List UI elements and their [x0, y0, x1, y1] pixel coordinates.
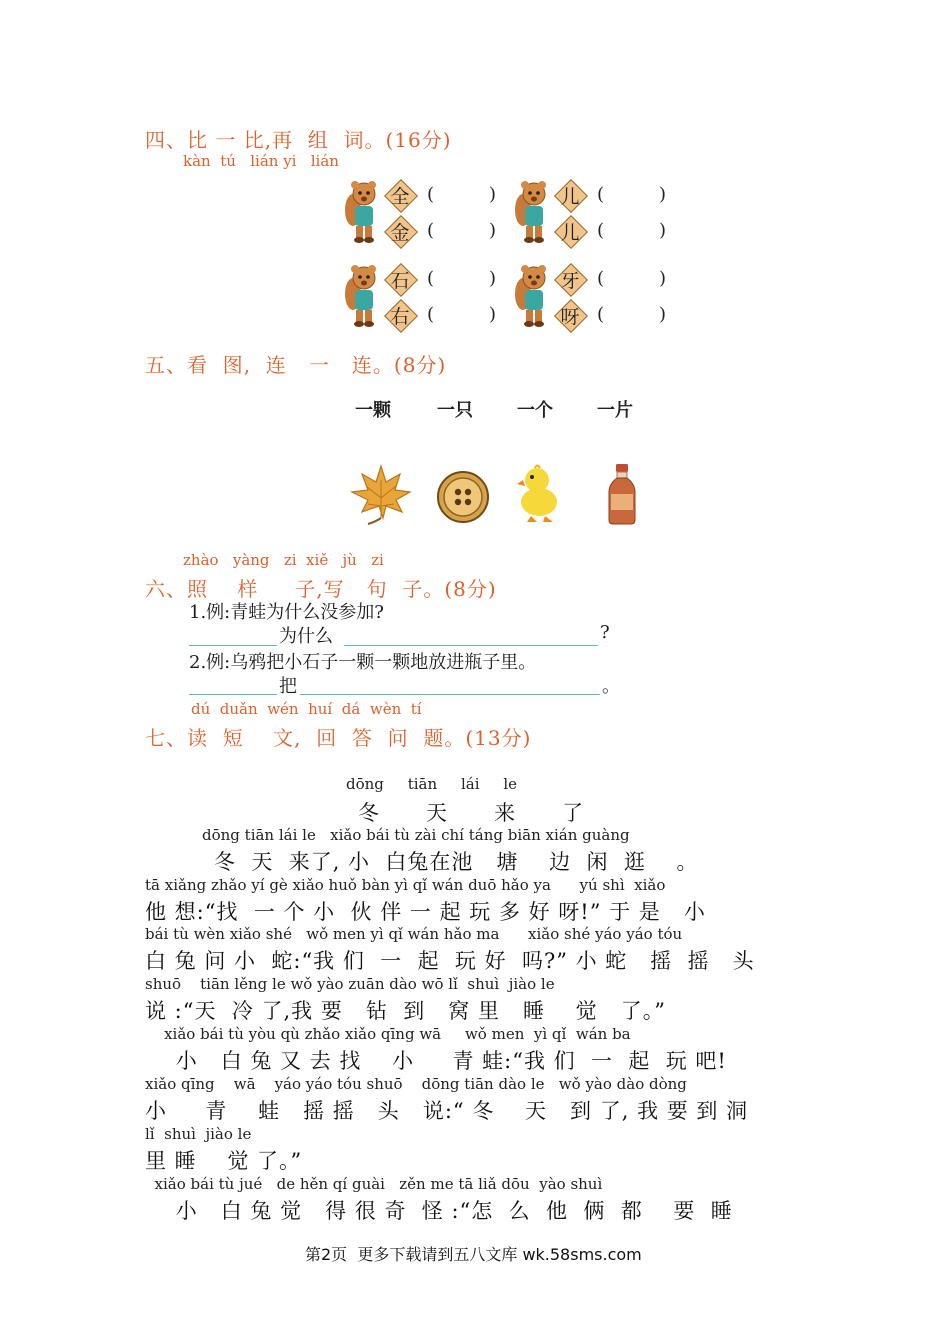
- compare-char: 儿: [560, 186, 580, 208]
- passage-pinyin-line: xiǎo bái tù yòu qù zhǎo xiǎo qīng wā wǒ men yì qǐ wán ba: [145, 1025, 631, 1043]
- answer-blank[interactable]: [609, 184, 657, 206]
- word-yi-pian[interactable]: 一片: [597, 400, 633, 421]
- passage-pinyin-line: dōng tiān lái le xiǎo bái tù zài chí táng biān xián guàng: [202, 826, 630, 844]
- passage-text-line: 说 :“天 冷 了,我 要 钻 到 窝 里 睡 觉 了。”: [145, 999, 666, 1023]
- compare-char: 右: [390, 306, 410, 328]
- section4-pinyin: kàn tú lián yi lián: [183, 152, 339, 170]
- example2-blank-a[interactable]: [189, 694, 277, 695]
- example1-blank-b[interactable]: [344, 645, 598, 646]
- passage-title-pinyin: dōng tiān lái le: [346, 775, 518, 793]
- answer-paren-open: (: [427, 220, 435, 241]
- compare-char: 呀: [560, 306, 580, 328]
- answer-paren-open: (: [597, 220, 605, 241]
- passage-pinyin-line: xiǎo qīng wā yáo yáo tóu shuō dōng tiān dào le wǒ yào dào dòng: [145, 1075, 687, 1093]
- section4-heading: 四、比 一 比,再 组 词。(16分): [145, 128, 452, 152]
- page-footer: 第2页 更多下载请到五八文库 wk.58sms.com: [305, 1245, 642, 1264]
- button-icon[interactable]: [436, 470, 490, 524]
- passage-text-line: 里 睡 觉 了。”: [145, 1149, 303, 1173]
- compare-char-box: [385, 180, 415, 210]
- word-yi-zhi[interactable]: 一只: [437, 400, 473, 421]
- answer-blank[interactable]: [439, 304, 487, 326]
- section7-heading: 七、读 短 文, 回 答 问 题。(13分): [145, 726, 532, 750]
- section6-pinyin: zhào yàng zi xiě jù zi: [183, 551, 384, 569]
- compare-char: 全: [390, 186, 410, 208]
- answer-blank[interactable]: [609, 304, 657, 326]
- answer-paren-close: ): [659, 268, 667, 289]
- compare-char: 金: [390, 222, 410, 244]
- squirrel-icon: [345, 264, 381, 328]
- squirrel-icon: [515, 264, 551, 328]
- answer-paren-open: (: [427, 304, 435, 325]
- example1-mid: 为什么: [279, 626, 333, 647]
- passage-text-line: 他 想:“找 一 个 小 伙 伴 一 起 玩 多 好 呀!” 于 是 小: [145, 900, 706, 924]
- section6-heading: 六、照 样 子,写 句 子。(8分): [145, 577, 497, 601]
- passage-pinyin-line: tā xiǎng zhǎo yí gè xiǎo huǒ bàn yì qǐ wán duō hǎo ya yú shì xiǎo: [145, 876, 666, 894]
- compare-char-box: [385, 216, 415, 246]
- passage-text-line: 小 白 兔 又 去 找 小 青 蛙:“我 们 一 起 玩 吧!: [145, 1049, 727, 1073]
- compare-char-box: [555, 300, 585, 330]
- answer-blank[interactable]: [439, 184, 487, 206]
- answer-paren-open: (: [597, 304, 605, 325]
- example1-blank-a[interactable]: [189, 645, 277, 646]
- compare-char-box: [555, 180, 585, 210]
- answer-blank[interactable]: [609, 268, 657, 290]
- passage-text-line: 小 白 兔 觉 得 很 奇 怪 :“怎 么 他 俩 都 要 睡: [145, 1199, 733, 1223]
- answer-paren-close: ): [659, 304, 667, 325]
- example2-end: 。: [602, 676, 620, 697]
- compare-char: 牙: [560, 270, 580, 292]
- word-yi-ke[interactable]: 一颗: [355, 400, 391, 421]
- section5-heading: 五、看 图, 连 一 连。(8分): [145, 353, 447, 377]
- compare-char: 石: [390, 270, 410, 292]
- example1-end: ?: [600, 622, 610, 643]
- passage-pinyin-line: lǐ shuì jiào le: [145, 1125, 252, 1143]
- answer-paren-close: ): [659, 184, 667, 205]
- answer-blank[interactable]: [609, 220, 657, 242]
- answer-blank[interactable]: [439, 268, 487, 290]
- answer-paren-close: ): [489, 268, 497, 289]
- example1-text: 1.例:青蛙为什么没参加?: [189, 602, 384, 623]
- example2-blank-b[interactable]: [300, 694, 600, 695]
- compare-char: 儿: [560, 222, 580, 244]
- compare-char-box: [385, 300, 415, 330]
- answer-paren-open: (: [597, 268, 605, 289]
- passage-title: 冬 天 来 了: [358, 801, 585, 825]
- word-yi-ge[interactable]: 一个: [517, 400, 553, 421]
- passage-pinyin-line: shuō tiān lěng le wǒ yào zuān dào wō lǐ shuì jiào le: [145, 975, 555, 993]
- squirrel-icon: [515, 180, 551, 244]
- answer-paren-close: ): [489, 220, 497, 241]
- answer-paren-open: (: [427, 184, 435, 205]
- duckling-icon[interactable]: [515, 462, 561, 524]
- passage-text-line: 小 青 蛙 摇 摇 头 说:“ 冬 天 到 了, 我 要 到 洞: [145, 1099, 749, 1123]
- maple-leaf-icon[interactable]: [350, 462, 412, 526]
- answer-paren-close: ): [489, 184, 497, 205]
- example2-text: 2.例:乌鸦把小石子一颗一颗地放进瓶子里。: [189, 652, 537, 673]
- section7-pinyin: dú duǎn wén huí dá wèn tí: [191, 700, 422, 718]
- compare-char-box: [555, 216, 585, 246]
- answer-blank[interactable]: [439, 220, 487, 242]
- compare-char-box: [385, 264, 415, 294]
- passage-pinyin-line: bái tù wèn xiǎo shé wǒ men yì qǐ wán hǎo ma xiǎo shé yáo yáo tóu: [145, 925, 683, 943]
- passage-pinyin-line: xiǎo bái tù jué de hěn qí guài zěn me tā liǎ dōu yào shuì: [145, 1175, 603, 1193]
- squirrel-icon: [345, 180, 381, 244]
- passage-text-line: 冬 天 来了, 小 白兔在池 塘 边 闲 逛 。: [214, 850, 699, 874]
- compare-char-box: [555, 264, 585, 294]
- example2-mid: 把: [279, 676, 297, 697]
- answer-paren-close: ): [659, 220, 667, 241]
- passage-text-line: 白 兔 问 小 蛇:“我 们 一 起 玩 好 吗?” 小 蛇 摇 摇 头: [145, 949, 755, 973]
- answer-paren-close: ): [489, 304, 497, 325]
- bottle-icon[interactable]: [605, 462, 639, 526]
- answer-paren-open: (: [427, 268, 435, 289]
- answer-paren-open: (: [597, 184, 605, 205]
